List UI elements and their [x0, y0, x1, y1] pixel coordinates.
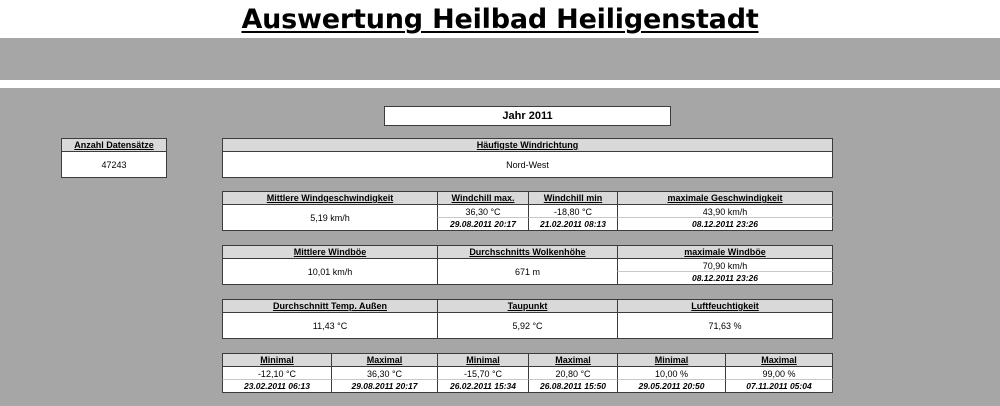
- extreme-date: 29.08.2011 20:17: [331, 379, 438, 393]
- extreme-date: 26.08.2011 15:50: [528, 379, 618, 393]
- extreme-header: Maximal: [725, 353, 833, 367]
- datensaetze-header: Anzahl Datensätze: [61, 138, 167, 152]
- extreme-value: 20,80 °C: [528, 366, 618, 380]
- extreme-header: Minimal: [617, 353, 726, 367]
- taupunkt-header: Taupunkt: [437, 299, 618, 313]
- windchill-min-header: Windchill min: [528, 191, 618, 205]
- windchill-max-header: Windchill max.: [437, 191, 529, 205]
- mittlere-windboee-header: Mittlere Windböe: [222, 245, 438, 259]
- extreme-date: 23.02.2011 06:13: [222, 379, 332, 393]
- title-bar: [0, 0, 1000, 38]
- windchill-max-date: 29.08.2011 20:17: [437, 217, 529, 231]
- extreme-header: Minimal: [222, 353, 332, 367]
- extreme-value: 36,30 °C: [331, 366, 438, 380]
- mittlere-windgeschwindigkeit-header: Mittlere Windgeschwindigkeit: [222, 191, 438, 205]
- windrichtung-value: Nord-West: [222, 151, 833, 178]
- luftfeuchtigkeit-header: Luftfeuchtigkeit: [617, 299, 833, 313]
- page-title: Auswertung Heilbad Heiligenstadt: [241, 4, 759, 35]
- max-windboee-header: maximale Windböe: [617, 245, 833, 259]
- luftfeuchtigkeit-value: 71,63 %: [617, 312, 833, 339]
- extreme-value: 10,00 %: [617, 366, 726, 380]
- year-label: Jahr 2011: [384, 106, 671, 126]
- max-geschwindigkeit-date: 08.12.2011 23:26: [617, 217, 833, 231]
- extreme-date: 26.02.2011 15:34: [437, 379, 529, 393]
- extreme-date: 07.11.2011 05:04: [725, 379, 833, 393]
- temp-aussen-header: Durchschnitt Temp. Außen: [222, 299, 438, 313]
- extreme-header: Minimal: [437, 353, 529, 367]
- windchill-max-value: 36,30 °C: [437, 204, 529, 218]
- mittlere-windboee-value: 10,01 km/h: [222, 258, 438, 285]
- max-geschwindigkeit-header: maximale Geschwindigkeit: [617, 191, 833, 205]
- mittlere-windgeschwindigkeit-value: 5,19 km/h: [222, 204, 438, 231]
- taupunkt-value: 5,92 °C: [437, 312, 618, 339]
- extreme-date: 29.05.2011 20:50: [617, 379, 726, 393]
- extreme-value: -15,70 °C: [437, 366, 529, 380]
- windchill-min-value: -18,80 °C: [528, 204, 618, 218]
- windchill-min-date: 21.02.2011 08:13: [528, 217, 618, 231]
- windrichtung-header: Häufigste Windrichtung: [222, 138, 833, 152]
- extreme-value: -12,10 °C: [222, 366, 332, 380]
- max-windboee-value: 70,90 km/h: [617, 258, 833, 272]
- wolkenhoehe-value: 671 m: [437, 258, 618, 285]
- wolkenhoehe-header: Durchschnitts Wolkenhöhe: [437, 245, 618, 259]
- extreme-header: Maximal: [331, 353, 438, 367]
- max-geschwindigkeit-value: 43,90 km/h: [617, 204, 833, 218]
- gray-band-top: [0, 38, 1000, 80]
- datensaetze-value: 47243: [61, 151, 167, 178]
- extreme-value: 99,00 %: [725, 366, 833, 380]
- extreme-header: Maximal: [528, 353, 618, 367]
- temp-aussen-value: 11,43 °C: [222, 312, 438, 339]
- max-windboee-date: 08.12.2011 23:26: [617, 271, 833, 285]
